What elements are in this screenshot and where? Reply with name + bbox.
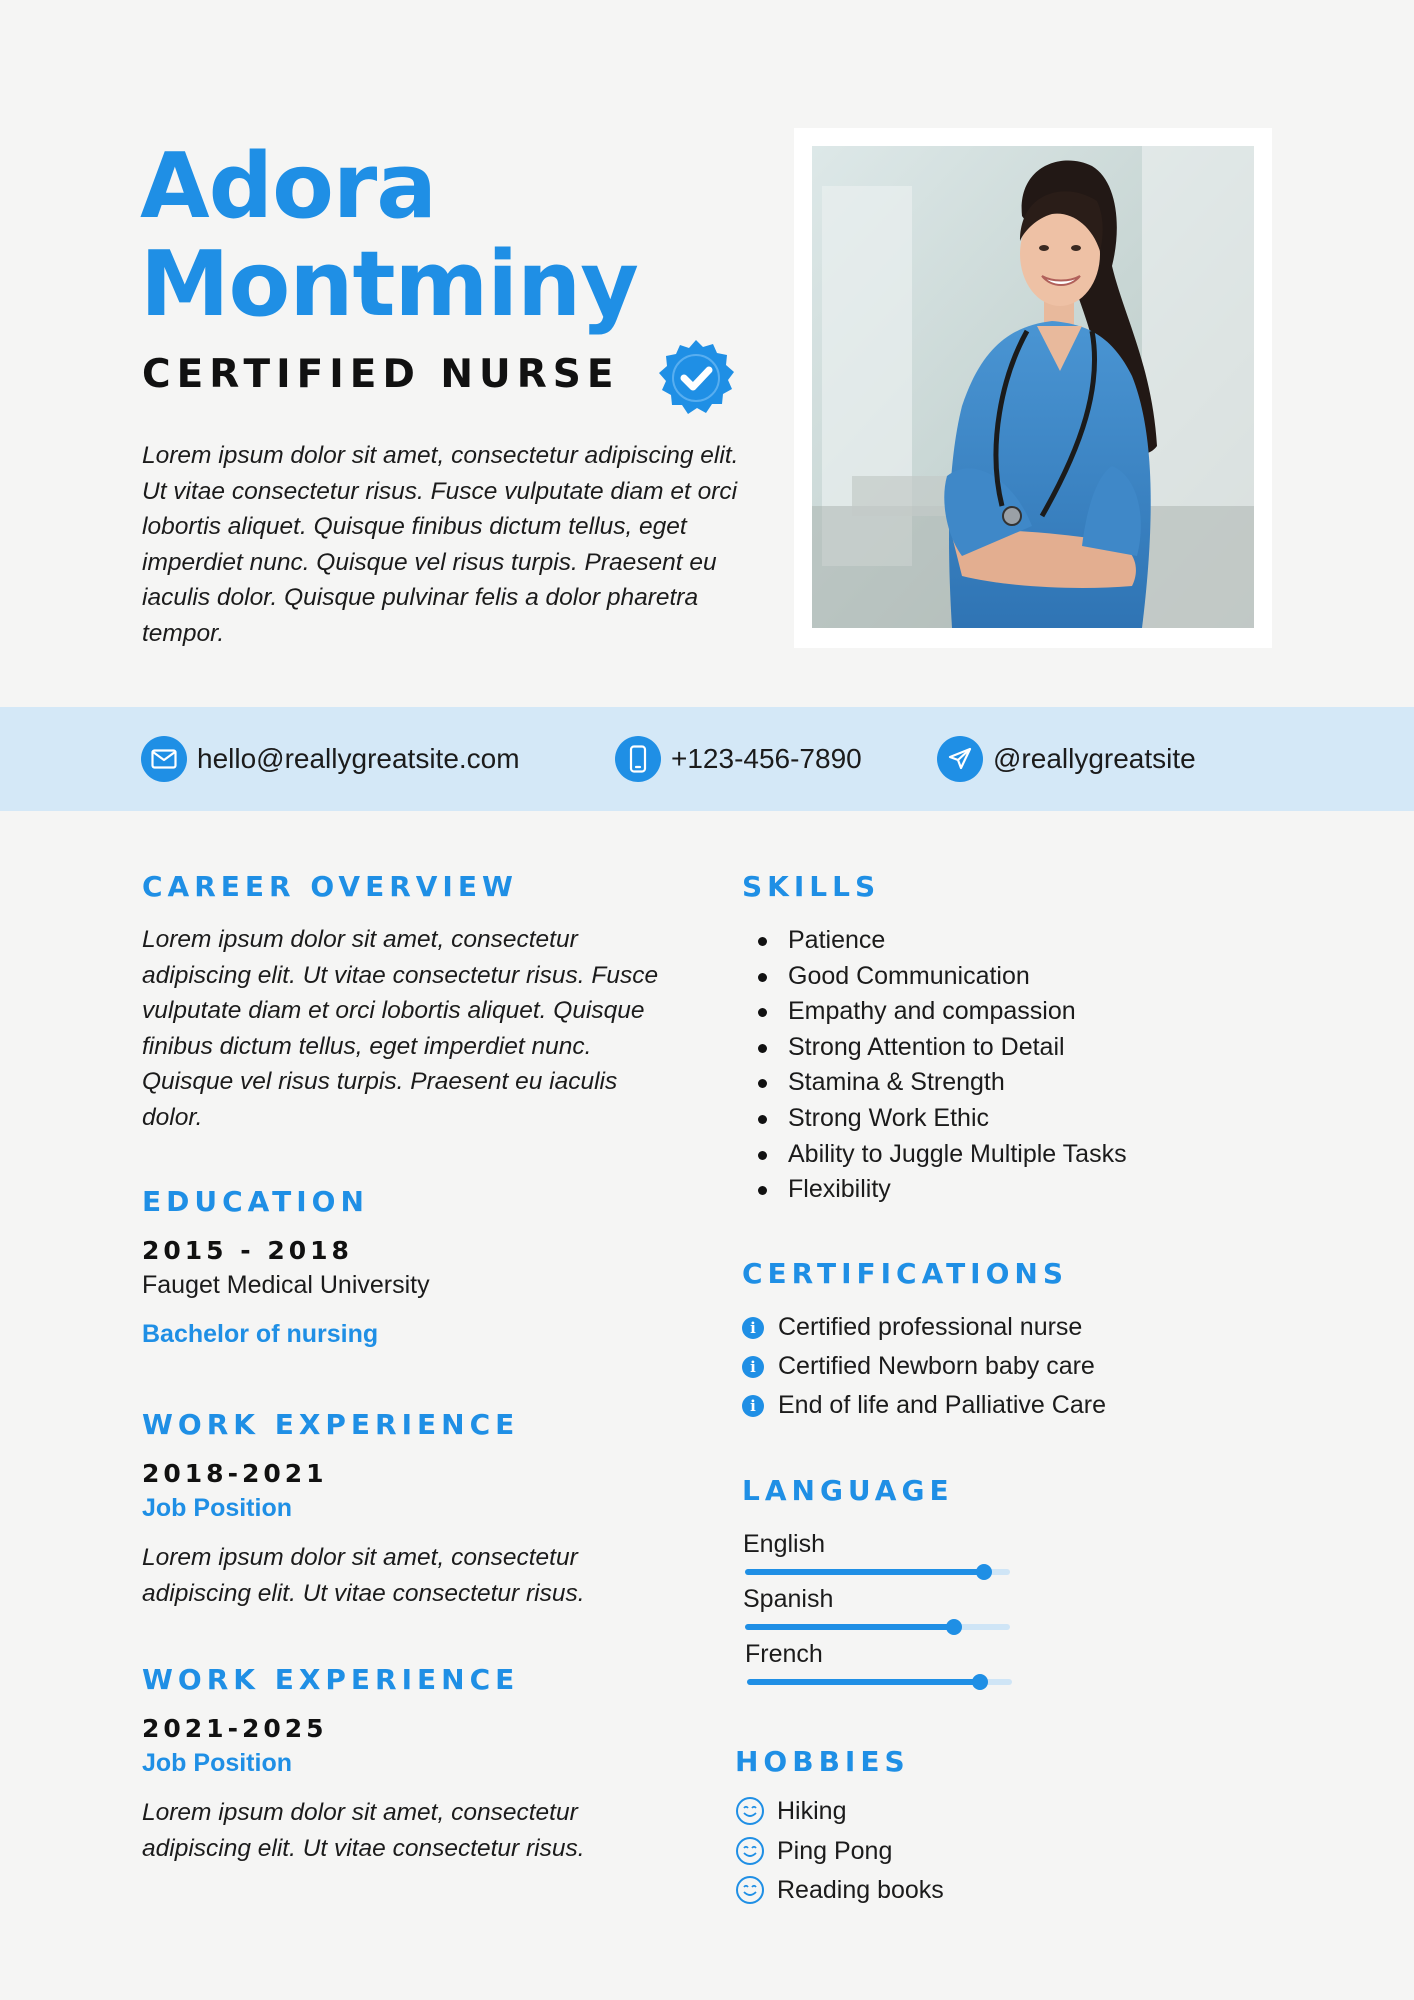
email-text: hello@reallygreatsite.com bbox=[197, 743, 520, 774]
certification-item bbox=[742, 1308, 1106, 1347]
certifications-heading: CERTIFICATIONS bbox=[742, 1257, 1069, 1290]
language-name: Spanish bbox=[743, 1585, 834, 1613]
work-position: Job Position bbox=[142, 1749, 292, 1777]
skill-item: Patience bbox=[742, 923, 1302, 959]
hobby-text: Reading books bbox=[777, 1875, 944, 1904]
language-level-fill bbox=[745, 1624, 954, 1630]
hobbies-heading: HOBBIES bbox=[735, 1745, 910, 1778]
hobby-item bbox=[735, 1836, 892, 1866]
hobby-text: Ping Pong bbox=[777, 1836, 893, 1865]
certification-text: End of life and Palliative Care bbox=[778, 1391, 1106, 1419]
intro-paragraph: Lorem ipsum dolor sit amet, consectetur adipiscing elit. Ut vitae consectetur risus. Fusce vulputate diam et orci lobortis aliquet. Quisque finibus dictum tellus, eget imperdiet nunc. Quisque vel risus turpis. Praesent eu iaculis dolor. Quisque pulvinar felis a dolor pharetra tempor. bbox=[142, 442, 739, 647]
language-level-knob bbox=[946, 1619, 962, 1635]
envelope-icon bbox=[141, 736, 187, 782]
language-name: French bbox=[745, 1640, 823, 1668]
education-degree: Bachelor of nursing bbox=[142, 1320, 379, 1348]
skill-item: Strong Work Ethic bbox=[742, 1101, 1302, 1137]
smiley-face-icon bbox=[735, 1836, 765, 1866]
language-level-knob bbox=[976, 1564, 992, 1580]
smiley-face-icon bbox=[735, 1875, 765, 1905]
hobby-item bbox=[735, 1875, 944, 1905]
candidate-name bbox=[140, 134, 638, 337]
work-position: Job Position bbox=[142, 1494, 292, 1522]
work-experience-heading: WORK EXPERIENCE bbox=[142, 1408, 520, 1441]
skill-item: Ability to Juggle Multiple Tasks bbox=[742, 1137, 1302, 1173]
work-years: 2018-2021 bbox=[142, 1459, 328, 1488]
language-level-knob bbox=[972, 1674, 988, 1690]
contact-phone[interactable] bbox=[615, 736, 862, 782]
skills-heading: SKILLS bbox=[742, 870, 881, 903]
certification-text: Certified professional nurse bbox=[778, 1313, 1083, 1341]
certification-item bbox=[742, 1386, 1106, 1425]
language-level-fill bbox=[747, 1679, 980, 1685]
paper-plane-icon bbox=[937, 736, 983, 782]
work-experience-heading: WORK EXPERIENCE bbox=[142, 1663, 520, 1696]
first-name: Adora bbox=[140, 134, 437, 239]
info-icon: i bbox=[742, 1317, 764, 1339]
last-name: Montminy bbox=[140, 232, 638, 337]
skill-item: Stamina & Strength bbox=[742, 1065, 1302, 1101]
certification-text: Certified Newborn baby care bbox=[778, 1352, 1095, 1380]
verified-check-badge-icon bbox=[656, 338, 736, 418]
contact-social[interactable] bbox=[937, 736, 1196, 782]
profile-photo bbox=[812, 146, 1254, 628]
job-title: CERTIFIED NURSE bbox=[142, 352, 620, 397]
career-overview-text: Lorem ipsum dolor sit amet, consectetur adipiscing elit. Ut vitae consectetur risus. Fusce vulputate diam et orci lobortis aliquet. Quisque finibus dictum tellus, eget imperdiet nunc. Quisque vel risus turpis. Praesent eu iaculis dolor. bbox=[142, 926, 659, 1131]
education-heading: EDUCATION bbox=[142, 1185, 369, 1218]
phone-text: +123-456-7890 bbox=[671, 743, 862, 774]
work-description: Lorem ipsum dolor sit amet, consectetur adipiscing elit. Ut vitae consectetur risus. bbox=[142, 1799, 585, 1862]
work-description: Lorem ipsum dolor sit amet, consectetur adipiscing elit. Ut vitae consectetur risus. bbox=[142, 1544, 585, 1607]
language-level-fill bbox=[745, 1569, 984, 1575]
language-level-bar bbox=[745, 1569, 1010, 1575]
smiley-face-icon bbox=[735, 1796, 765, 1826]
certification-item bbox=[742, 1347, 1106, 1386]
info-icon: i bbox=[742, 1356, 764, 1378]
education-school: Fauget Medical University bbox=[142, 1271, 430, 1299]
language-heading: LANGUAGE bbox=[742, 1474, 954, 1507]
education-years: 2015 - 2018 bbox=[142, 1236, 353, 1265]
language-name: English bbox=[743, 1530, 825, 1558]
certifications-list bbox=[742, 1308, 1106, 1425]
mobile-phone-icon bbox=[615, 736, 661, 782]
social-handle-text: @reallygreatsite bbox=[993, 743, 1196, 774]
hobby-text: Hiking bbox=[777, 1796, 847, 1825]
info-icon: i bbox=[742, 1395, 764, 1417]
skill-item: Empathy and compassion bbox=[742, 994, 1302, 1030]
career-overview-heading: CAREER OVERVIEW bbox=[142, 870, 518, 903]
skill-item: Good Communication bbox=[742, 959, 1302, 995]
skills-list bbox=[742, 923, 1302, 1208]
language-level-bar bbox=[747, 1679, 1012, 1685]
skill-item: Strong Attention to Detail bbox=[742, 1030, 1302, 1066]
work-years: 2021-2025 bbox=[142, 1714, 328, 1743]
contact-email[interactable] bbox=[141, 736, 520, 782]
language-level-bar bbox=[745, 1624, 1010, 1630]
skill-item: Flexibility bbox=[742, 1172, 1302, 1208]
hobby-item bbox=[735, 1796, 846, 1826]
